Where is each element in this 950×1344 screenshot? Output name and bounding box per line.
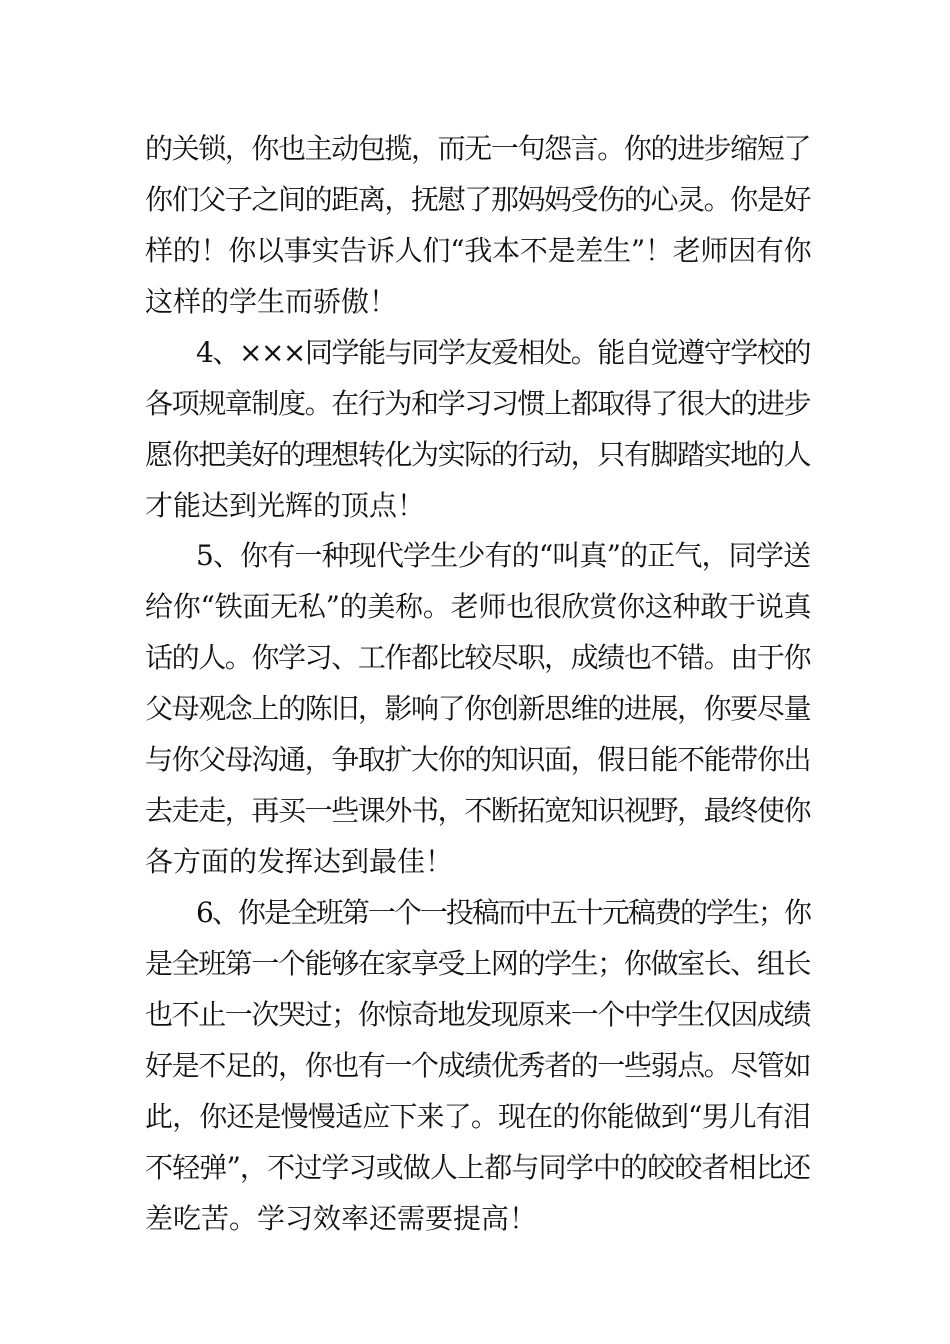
paragraph-line: 父母观念上的陈旧，影响了你创新思维的进展，你要尽量: [145, 692, 810, 725]
paragraph-line: 样的！你以事实告诉人们“我本不是差生”！老师因有你: [145, 234, 812, 267]
paragraph-line: 给你“铁面无私”的美称。老师也很欣赏你这种敢于说真: [145, 590, 812, 623]
paragraph-line: 是全班第一个能够在家享受上网的学生；你做室长、组长: [145, 947, 810, 980]
paragraph-line: 6、你是全班第一个一投稿而中五十元稿费的学生；你: [196, 896, 810, 929]
paragraph-line: 话的人。你学习、工作都比较尽职，成绩也不错。由于你: [145, 641, 810, 674]
paragraph-line: 此，你还是慢慢适应下来了。现在的你能做到“男儿有泪: [145, 1100, 810, 1133]
paragraph-line: 好是不足的，你也有一个成绩优秀者的一些弱点。尽管如: [145, 1049, 810, 1082]
paragraph-line: 各项规章制度。在行为和学习习惯上都取得了很大的进步: [145, 387, 810, 420]
paragraph-line: 的关锁，你也主动包揽，而无一句怨言。你的进步缩短了: [145, 132, 810, 165]
paragraph-line: 5、你有一种现代学生少有的“叫真”的正气，同学送: [196, 539, 810, 572]
paragraph-line: 不轻弹”，不过学习或做人上都与同学中的皎皎者相比还: [145, 1151, 810, 1184]
paragraph-line: 与你父母沟通，争取扩大你的知识面，假日能不能带你出: [145, 743, 810, 776]
paragraph-line: 才能达到光辉的顶点！: [145, 489, 426, 522]
paragraph-line: 差吃苦。学习效率还需要提高！: [145, 1202, 538, 1235]
paragraph-line: 这样的学生而骄傲！: [145, 285, 398, 318]
paragraph-line: 各方面的发挥达到最佳！: [145, 845, 454, 878]
paragraph-line: 你们父子之间的距离，抚慰了那妈妈受伤的心灵。你是好: [145, 183, 810, 216]
paragraph-line: 去走走，再买一些课外书，不断拓宽知识视野，最终使你: [145, 794, 810, 827]
paragraph-line: 愿你把美好的理想转化为实际的行动，只有脚踏实地的人: [145, 438, 810, 471]
paragraph-line: 4、×××同学能与同学友爱相处。能自觉遵守学校的: [196, 336, 810, 369]
paragraph-line: 也不止一次哭过；你惊奇地发现原来一个中学生仅因成绩: [145, 998, 810, 1031]
